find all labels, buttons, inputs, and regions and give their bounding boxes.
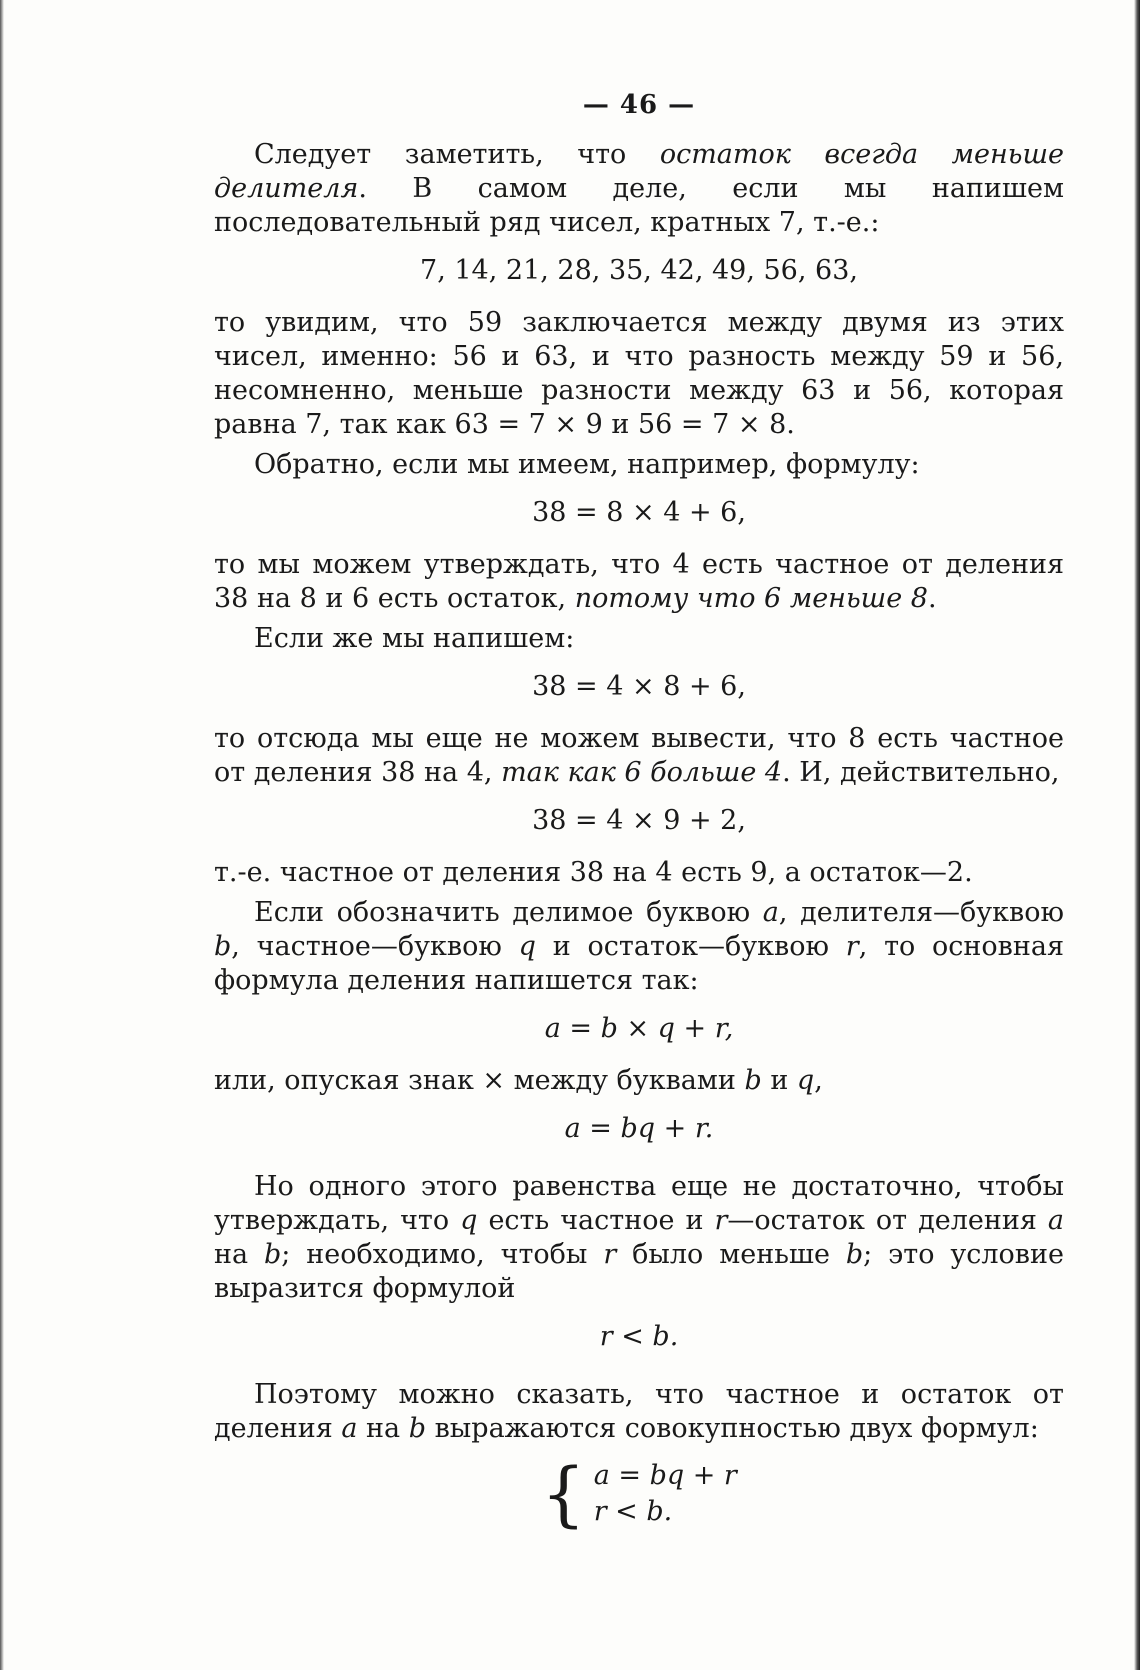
formula-a-bq-plus-r: a = bq + r. [564,1113,714,1144]
emphasis: потому что 6 меньше 8 [574,583,928,614]
paragraph-not-sufficient: Но одного этого равенства еще не достаточно, чтобы утверждать, что q есть частное и r—остаток от деления a на b; необходимо, чтобы r было меньше b; это условие выразится формулой [214,1171,1064,1304]
paragraph-cannot-conclude: то отсюда мы еще не можем вывести, что 8 есть частное от деления 38 на 4, так как 6 больше 4. И, действительно, [214,723,1064,788]
formula-38-4-8-6: 38 = 4 × 8 + 6, [532,671,746,702]
scan-edge-right [1134,0,1140,1670]
formula-38-8-4-6: 38 = 8 × 4 + 6, [532,497,746,528]
page-number: — 46 — [582,90,696,120]
paragraph-if-we-write: Если же мы напишем: [254,623,575,654]
scan-edge-left [0,0,4,1670]
paragraph-quotient-4: то мы можем утверждать, что 4 есть частное от деления 38 на 8 и 6 есть остаток, потому что 6 меньше 8. [214,549,1064,614]
formula-r-less-than-b: r < b. [599,1321,679,1352]
paragraph-omitting-times: или, опуская знак × между буквами b и q, [214,1065,823,1096]
emphasis: остаток всегда меньше делителя [214,139,1065,204]
system-lines [594,1458,737,1530]
system-line-1: a = bq + r [593,1460,737,1491]
paragraph-quotient-9-remainder-2: т.-е. частное от деления 38 на 4 есть 9, а остаток—2. [214,857,973,888]
paragraph-two-formulas: Поэтому можно сказать, что частное и остаток от деления a на b выражаются совокупностью двух формул: [214,1379,1064,1444]
paragraph-59-between-56-63: то увидим, что 59 заключается между двумя из этих чисел, именно: 56 и 63, и что разность между 59 и 56, несомненно, меньше разности между 63 и 56, которая равна 7, так как 63 = 7 × 9 и 56 = 7 × 8. [214,307,1064,440]
formula-a-b-times-q-plus-r: a = b × q + r, [544,1013,734,1044]
emphasis: так как 6 больше 4 [501,757,783,788]
paragraph-conversely: Обратно, если мы имеем, например, формулу: [254,449,920,480]
paragraph-letters-notation: Если обозначить делимое буквою a, делителя—буквою b, частное—буквою q и остаток—буквою r, то основная формула деления напишется так: [214,897,1064,996]
formula-38-4-9-2: 38 = 4 × 9 + 2, [532,805,746,836]
system-line-2: r < b. [593,1496,673,1527]
formula-system [214,1453,1064,1535]
paragraph-remainder-less-than-divisor: Следует заметить, что остаток всегда меньше делителя. В самом деле, если мы напишем последовательный ряд чисел, кратных 7, т.-е.: [214,139,1065,238]
left-brace: { [541,1453,586,1535]
book-page [214,80,1065,1535]
multiples-of-seven: 7, 14, 21, 28, 35, 42, 49, 56, 63, [420,255,858,286]
